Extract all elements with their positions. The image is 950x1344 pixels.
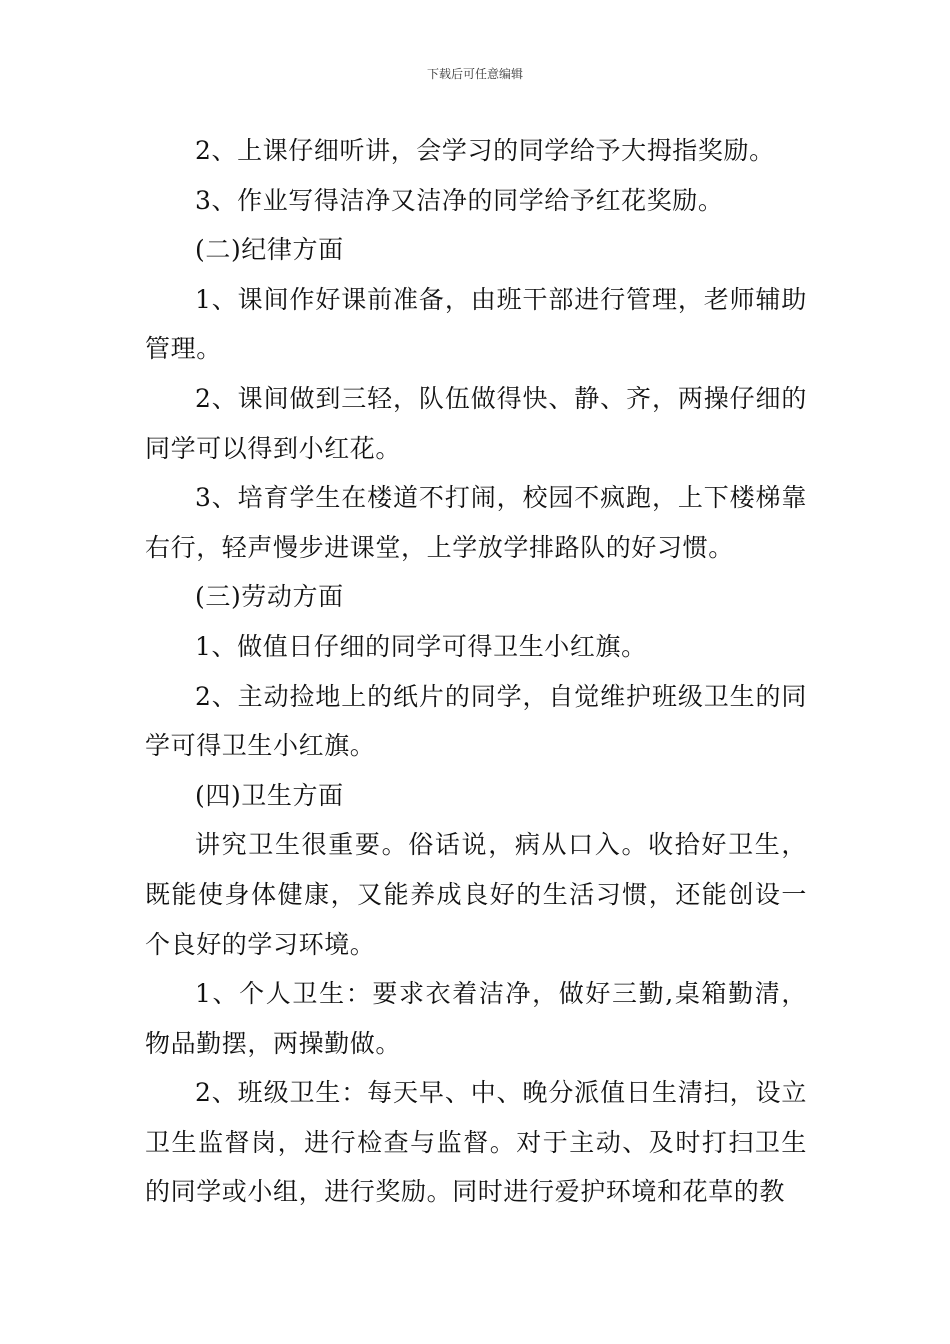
page-header: 下载后可任意编辑 [426, 67, 523, 81]
paragraph-hygiene-personal: 1、个人卫生：要求衣着洁净，做好三勤,桌箱勤清，物品勤摆，两操勤做。 [145, 979, 807, 1058]
document-body [145, 126, 807, 1217]
paragraph-hygiene-intro: 讲究卫生很重要。俗话说，病从口入。收拾好卫生，既能使身体健康，又能养成良好的生活习惯，还能创设一个良好的学习环境。 [145, 830, 807, 959]
paragraph-labor-2: 2、主动捡地上的纸片的同学，自觉维护班级卫生的同学可得卫生小红旗。 [145, 681, 807, 761]
paragraph-reward-listening: 2、上课仔细听讲，会学习的同学给予大拇指奖励。 [195, 136, 775, 165]
section-heading-labor: (三)劳动方面 [195, 582, 344, 612]
section-heading-hygiene: (四)卫生方面 [195, 780, 344, 810]
section-heading-discipline: (二)纪律方面 [195, 235, 344, 265]
paragraph-discipline-2: 2、课间做到三轻，队伍做得快、静、齐，两操仔细的同学可以得到小红花。 [145, 383, 807, 463]
paragraph-reward-homework: 3、作业写得洁净又洁净的同学给予红花奖励。 [195, 185, 724, 215]
paragraph-discipline-3: 3、培育学生在楼道不打闹，校园不疯跑，上下楼梯靠右行，轻声慢步进课堂，上学放学排路队的好习惯。 [145, 483, 807, 562]
paragraph-hygiene-class: 2、班级卫生：每天早、中、晚分派值日生清扫，设立卫生监督岗，进行检查与监督。对于主动、及时打扫卫生的同学或小组，进行奖励。同时进行爱护环境和花草的教 [145, 1078, 807, 1207]
paragraph-labor-1: 1、做值日仔细的同学可得卫生小红旗。 [195, 631, 647, 661]
paragraph-discipline-1: 1、课间作好课前准备，由班干部进行管理，老师辅助管理。 [145, 284, 807, 364]
